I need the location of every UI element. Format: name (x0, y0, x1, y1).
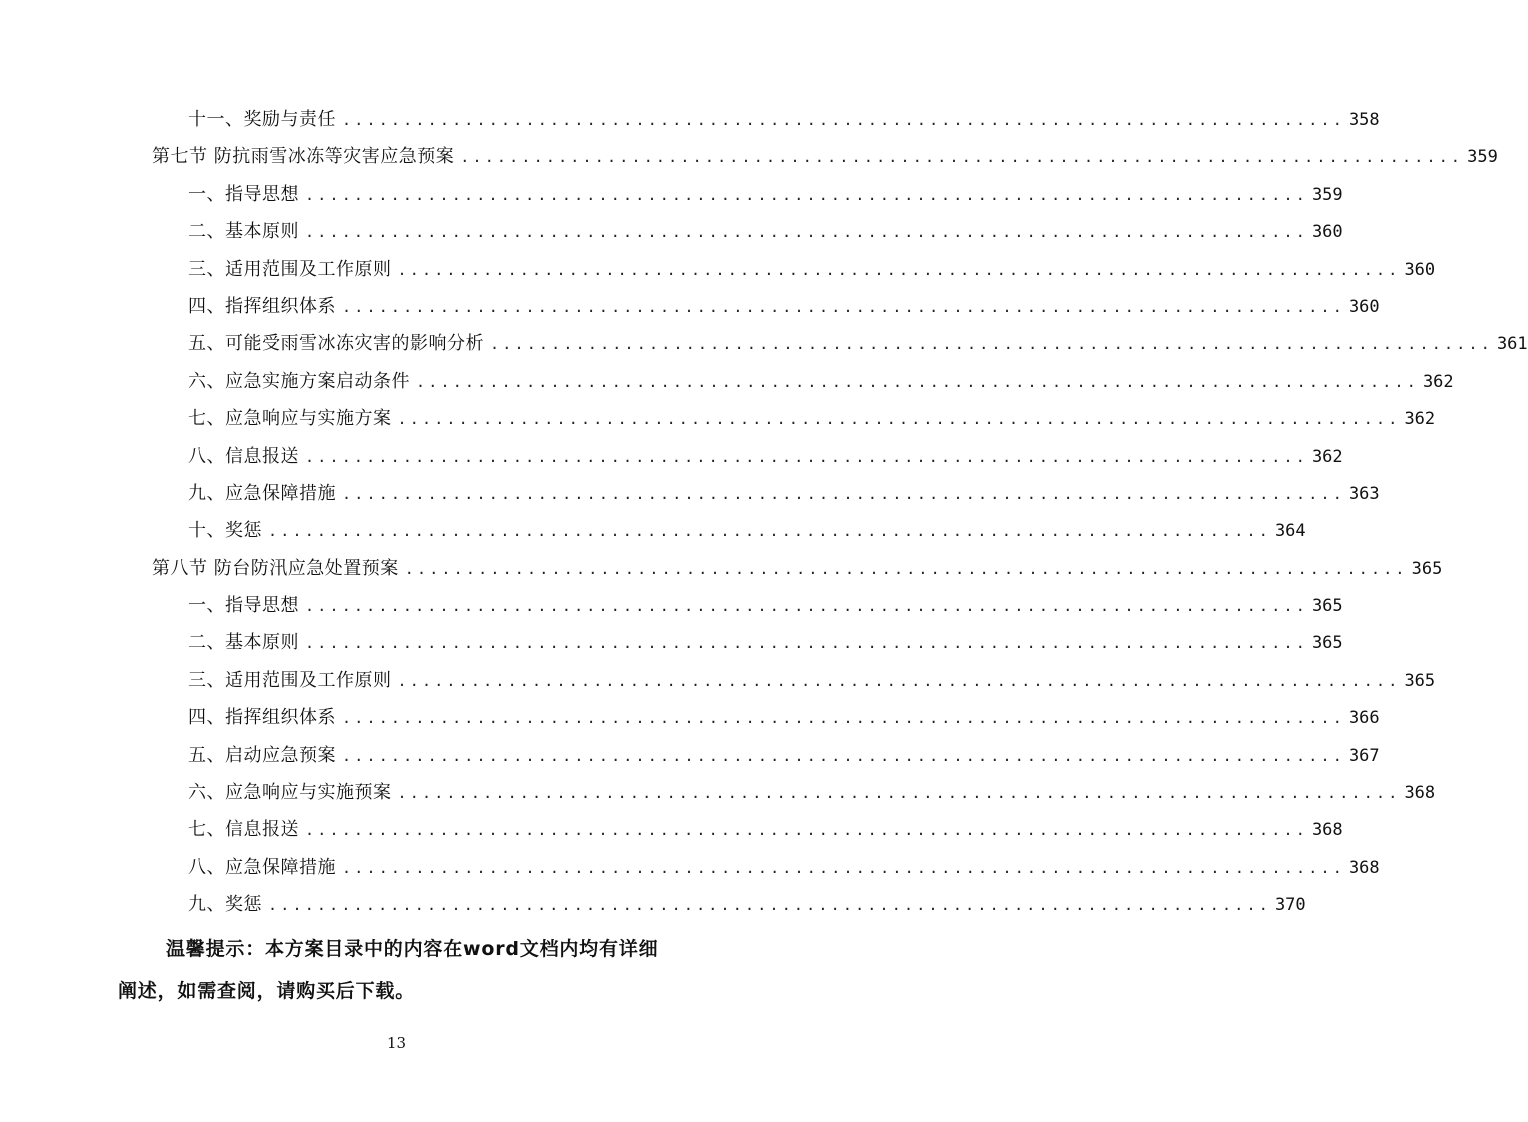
toc-leader-dots: .................................................................................. (305, 223, 1308, 242)
toc-entry-page: 362 (1311, 446, 1343, 467)
toc-entry-title: 四、指挥组织体系 (188, 295, 336, 317)
toc-leader-dots: .................................................................................. (490, 335, 1493, 354)
toc-entry-page: 366 (1348, 708, 1380, 729)
toc-entry[interactable] (0, 886, 1306, 923)
toc-entry-title: 三、适用范围及工作原则 (188, 258, 392, 280)
toc-entry[interactable] (0, 774, 1436, 811)
toc-entry[interactable] (0, 662, 1436, 699)
toc-entry-title: 五、可能受雨雪冰冻灾害的影响分析 (188, 333, 484, 355)
toc-section-entry[interactable] (0, 138, 1498, 175)
toc-entry-title: 六、应急实施方案启动条件 (188, 370, 410, 392)
toc-leader-dots: .................................................................................. (342, 746, 1345, 765)
toc-leader-dots: .................................................................................. (416, 372, 1419, 391)
toc-entry-page: 367 (1348, 745, 1380, 766)
toc-entry-page: 368 (1348, 857, 1380, 878)
toc-entry[interactable] (0, 624, 1343, 661)
toc-leader-dots: .................................................................................. (342, 858, 1345, 877)
toc-leader-dots: .................................................................................. (397, 671, 1401, 690)
toc-leader-dots: .................................................................................. (305, 447, 1308, 466)
toc-entry-page: 358 (1348, 110, 1380, 130)
toc-entry-title: 六、应急响应与实施预案 (188, 782, 392, 804)
toc-entry-page: 364 (1274, 521, 1306, 542)
toc-entry-title: 二、基本原则 (188, 632, 299, 654)
toc-entry-page: 362 (1404, 409, 1436, 430)
toc-entry[interactable] (0, 101, 1380, 138)
toc-entry-title: 四、指挥组织体系 (188, 707, 336, 729)
toc-leader-dots: .................................................................................. (268, 896, 1271, 915)
toc-leader-dots: .................................................................................. (305, 634, 1308, 653)
toc-leader-dots: .................................................................................. (305, 597, 1308, 616)
toc-entry-page: 365 (1404, 670, 1436, 691)
toc-entry[interactable] (0, 213, 1343, 250)
toc-entry-title: 第八节 防台防汛应急处置预案 (152, 557, 399, 579)
toc-leader-dots: .................................................................................. (305, 821, 1308, 840)
toc-leader-dots: .................................................................................. (397, 410, 1401, 429)
toc-leader-dots: .................................................................................. (342, 111, 1345, 129)
toc-entry-title: 二、基本原则 (188, 221, 299, 243)
toc-entry-title: 十一、奖励与责任 (188, 109, 336, 130)
toc-entry-page: 360 (1311, 222, 1343, 243)
toc-leader-dots: .................................................................................. (305, 185, 1308, 204)
toc-entry-page: 365 (1311, 596, 1343, 617)
toc-entry-title: 一、指导思想 (188, 595, 299, 617)
toc-leader-dots: .................................................................................. (342, 297, 1345, 316)
toc-entry[interactable] (0, 438, 1343, 475)
toc-entry-page: 362 (1422, 371, 1454, 392)
toc-section-entry[interactable] (0, 550, 1443, 587)
toc-entry-page: 359 (1467, 147, 1498, 168)
toc-leader-dots: .................................................................................. (404, 559, 1408, 578)
toc-leader-dots: .................................................................................. (397, 784, 1401, 803)
toc-entry-page: 359 (1311, 184, 1343, 205)
toc-entry-page: 361 (1496, 334, 1528, 355)
toc-entry[interactable] (0, 737, 1380, 774)
toc-entry[interactable] (0, 325, 1528, 362)
toc-entry-title: 七、应急响应与实施方案 (188, 408, 392, 430)
toc-entry-page: 368 (1404, 783, 1436, 804)
toc-leader-dots: .................................................................................. (460, 148, 1464, 167)
notice-text: 温馨提示：本方案目录中的内容在word文档内均有详细阐述，如需查阅，请购买后下载。 (118, 938, 659, 1002)
toc-entry[interactable] (0, 512, 1306, 549)
toc-entry-page: 363 (1348, 483, 1380, 504)
toc-entry[interactable] (0, 363, 1454, 400)
toc-entry-title: 八、应急保障措施 (188, 856, 336, 878)
toc-entry[interactable] (0, 587, 1343, 624)
toc-entry-title: 十、奖惩 (188, 520, 262, 542)
toc-entry-title: 第七节 防抗雨雪冰冻等灾害应急预案 (152, 146, 455, 168)
toc-entry-title: 三、适用范围及工作原则 (188, 669, 392, 691)
toc-entry[interactable] (0, 176, 1343, 213)
toc-entry-page: 368 (1311, 820, 1343, 841)
toc-entry-title: 九、奖惩 (188, 894, 262, 916)
toc-entry-page: 370 (1274, 895, 1306, 916)
toc-entry-title: 七、信息报送 (188, 819, 299, 841)
toc-entry-title: 一、指导思想 (188, 183, 299, 205)
page-number: 13 (386, 1034, 407, 1052)
toc-entry[interactable] (0, 475, 1380, 512)
toc-entry-page: 360 (1348, 296, 1380, 317)
table-of-contents (0, 101, 1528, 924)
toc-entry[interactable] (0, 849, 1380, 886)
toc-entry[interactable] (0, 251, 1436, 288)
toc-entry-title: 八、信息报送 (188, 445, 299, 467)
toc-entry-page: 365 (1311, 633, 1343, 654)
toc-leader-dots: .................................................................................. (397, 260, 1401, 279)
toc-entry-title: 九、应急保障措施 (188, 482, 336, 504)
toc-leader-dots: .................................................................................. (342, 484, 1345, 503)
toc-leader-dots: .................................................................................. (268, 522, 1271, 541)
toc-entry[interactable] (0, 699, 1380, 736)
toc-entry-title: 五、启动应急预案 (188, 744, 336, 766)
toc-entry[interactable] (0, 400, 1436, 437)
toc-leader-dots: .................................................................................. (342, 709, 1345, 728)
toc-entry[interactable] (0, 811, 1343, 848)
toc-entry[interactable] (0, 288, 1380, 325)
toc-entry-page: 360 (1404, 259, 1436, 280)
toc-entry-page: 365 (1411, 558, 1443, 579)
